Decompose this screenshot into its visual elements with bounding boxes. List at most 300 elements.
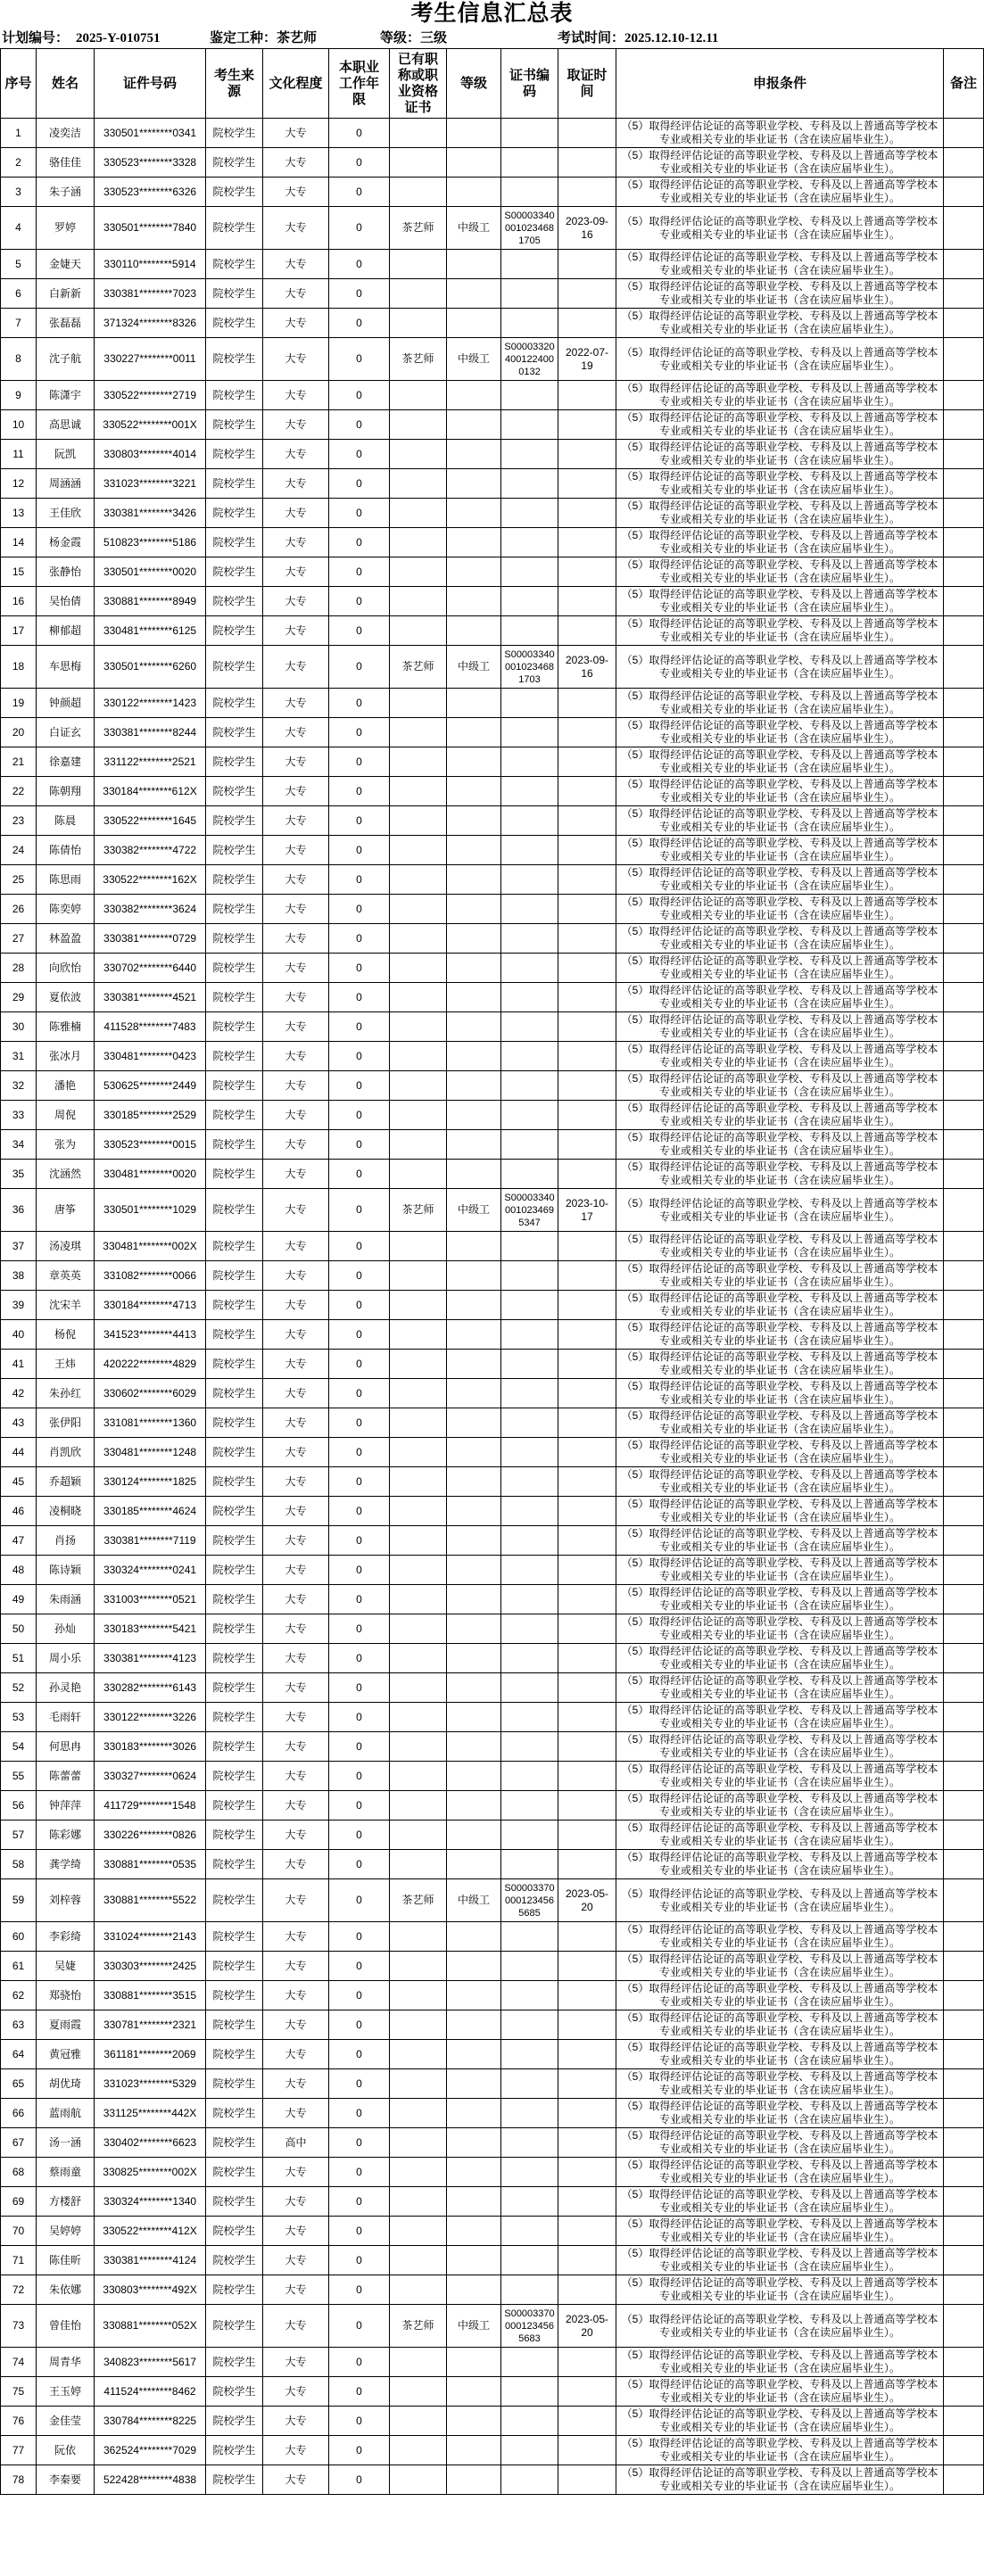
cell-id-number (95, 2348, 206, 2377)
cell-level (447, 1791, 501, 1821)
header-education (263, 49, 329, 119)
cell-remarks (944, 528, 984, 557)
cell-level (447, 2217, 501, 2246)
cell-id-number (95, 865, 206, 895)
cell-source (206, 2128, 263, 2158)
cell-name-text: 周涵涵 (48, 476, 81, 490)
cell-index-text: 59 (12, 1894, 25, 1906)
cell-name (37, 1703, 95, 1732)
cell-index-text: 4 (15, 221, 21, 234)
cell-source (206, 469, 263, 499)
cell-level (447, 1497, 501, 1526)
cell-id-number (95, 2407, 206, 2436)
cell-name (37, 747, 95, 777)
cell-source-text: 院校学生 (212, 1680, 256, 1694)
table-row (1, 250, 984, 279)
cell-source-text: 院校学生 (212, 2018, 256, 2031)
cell-education-text: 大专 (285, 1268, 307, 1282)
cell-index-text: 35 (12, 1167, 25, 1180)
table-row (1, 119, 984, 148)
cell-cert-code (501, 338, 558, 381)
cell-name (37, 1012, 95, 1042)
cell-source-text: 院校学生 (212, 1474, 256, 1488)
table-row (1, 1232, 984, 1261)
cell-cert-code (501, 2217, 558, 2246)
cell-index (1, 616, 37, 646)
cell-certificate (390, 983, 447, 1012)
cell-conditions-text: （5）取得经评估论证的高等职业学校、专科及以上普通高等学校本专业或相关专业的毕业证书（含在读应届毕业生）。 (621, 2378, 939, 2404)
cell-conditions (616, 1644, 944, 1673)
cell-id-number (95, 2305, 206, 2348)
cell-education-text: 大专 (285, 1445, 307, 1458)
cell-index (1, 747, 37, 777)
cell-source-text: 院校学生 (212, 1298, 256, 1311)
cell-index-text: 38 (12, 1268, 25, 1282)
table-row (1, 865, 984, 895)
header-row (1, 49, 984, 119)
cell-education (263, 1497, 329, 1526)
cell-remarks (944, 1585, 984, 1614)
cell-index-text: 22 (12, 784, 25, 797)
cell-remarks (944, 865, 984, 895)
cell-source (206, 1042, 263, 1071)
cell-conditions-text: （5）取得经评估论证的高等职业学校、专科及以上普通高等学校本专业或相关专业的毕业证书（含在读应届毕业生）。 (621, 500, 939, 525)
cell-certificate (390, 1762, 447, 1791)
cell-conditions (616, 1821, 944, 1850)
cell-name (37, 1497, 95, 1526)
cell-level (447, 1261, 501, 1291)
cell-work-years-text: 0 (356, 1828, 362, 1841)
cell-cert-date (558, 616, 616, 646)
cell-id-number-text: 330381********0729 (103, 931, 197, 945)
cell-remarks (944, 1850, 984, 1879)
cell-cert-date (558, 1160, 616, 1189)
cell-remarks (944, 924, 984, 954)
cell-name (37, 2436, 95, 2465)
header-id-number-text: 证件号码 (122, 75, 177, 91)
cell-source (206, 1821, 263, 1850)
cell-certificate (390, 1467, 447, 1497)
cell-name-text: 朱雨涵 (48, 1592, 81, 1606)
cell-name (37, 469, 95, 499)
cell-id-number (95, 983, 206, 1012)
cell-cert-code (501, 410, 558, 440)
cell-index (1, 1408, 37, 1438)
cell-source (206, 2407, 263, 2436)
cell-source-text: 院校学生 (212, 2047, 256, 2060)
cell-source-text: 院校学生 (212, 1988, 256, 2002)
cell-id-number-text: 420222********4829 (103, 1357, 197, 1370)
cell-work-years (329, 1922, 390, 1952)
cell-cert-date (558, 806, 616, 836)
cell-id-number (95, 1556, 206, 1585)
cell-conditions-text: （5）取得经评估论证的高等职业学校、专科及以上普通高等学校本专业或相关专业的毕业证书（含在读应届毕业生）。 (621, 411, 939, 437)
cell-work-years (329, 806, 390, 836)
cell-index-text: 65 (12, 2076, 25, 2090)
cell-level (447, 747, 501, 777)
cell-source-text: 院校学生 (212, 931, 256, 945)
cell-cert-code (501, 2436, 558, 2465)
cell-source-text: 院校学生 (212, 1357, 256, 1370)
cell-work-years (329, 1467, 390, 1497)
cell-education (263, 1408, 329, 1438)
cell-certificate (390, 499, 447, 528)
cell-work-years (329, 836, 390, 865)
cell-cert-code (501, 1379, 558, 1408)
cell-index-text: 6 (15, 286, 21, 300)
cell-name (37, 2407, 95, 2436)
cell-remarks (944, 777, 984, 806)
cell-id-number (95, 148, 206, 178)
cell-education-text: 大专 (285, 1239, 307, 1252)
cell-work-years-text: 0 (356, 2414, 362, 2427)
cell-cert-date (558, 924, 616, 954)
cell-source-text: 院校学生 (212, 506, 256, 519)
cell-work-years-text: 0 (356, 1416, 362, 1429)
cell-work-years (329, 865, 390, 895)
cell-id-number (95, 1012, 206, 1042)
cell-work-years-text: 0 (356, 990, 362, 1003)
cell-cert-code (501, 381, 558, 410)
cell-name (37, 1526, 95, 1556)
cell-source-text: 院校学生 (212, 2443, 256, 2456)
cell-index-text: 23 (12, 813, 25, 827)
cell-cert-date (558, 2010, 616, 2040)
header-id-number (95, 49, 206, 119)
cell-conditions-text: （5）取得经评估论证的高等职业学校、专科及以上普通高等学校本专业或相关专业的毕业证书（含在读应届毕业生）。 (621, 1498, 939, 1523)
cell-index-text: 2 (15, 155, 21, 169)
cell-name-text: 吴婕 (54, 1959, 76, 1972)
cell-certificate (390, 1673, 447, 1703)
cell-work-years-text: 0 (356, 1239, 362, 1252)
cell-work-years (329, 1130, 390, 1160)
cell-conditions (616, 1189, 944, 1232)
cell-cert-code (501, 557, 558, 587)
cell-name (37, 777, 95, 806)
cell-name-text: 陈奕婷 (48, 902, 81, 915)
cell-certificate (390, 836, 447, 865)
cell-level (447, 338, 501, 381)
cell-id-number-text: 330881********3515 (103, 1988, 197, 2002)
cell-remarks (944, 1526, 984, 1556)
cell-cert-date (558, 499, 616, 528)
cell-remarks (944, 1320, 984, 1350)
cell-level (447, 2158, 501, 2187)
cell-index (1, 2187, 37, 2217)
cell-certificate (390, 2465, 447, 2495)
cell-source-text: 院校学生 (212, 1798, 256, 1812)
cell-level (447, 1101, 501, 1130)
cell-conditions (616, 1614, 944, 1644)
table-row (1, 983, 984, 1012)
cell-conditions-text: （5）取得经评估论证的高等职业学校、专科及以上普通高等学校本专业或相关专业的毕业证书（含在读应届毕业生）。 (621, 1196, 939, 1223)
cell-source-text: 院校学生 (212, 388, 256, 401)
cell-index (1, 1821, 37, 1850)
cell-source (206, 1012, 263, 1042)
cell-index-text: 71 (12, 2253, 25, 2266)
cell-work-years (329, 1160, 390, 1189)
cell-index (1, 2128, 37, 2158)
cell-education (263, 2407, 329, 2436)
cell-education-text: 大专 (285, 2253, 307, 2266)
cell-source (206, 279, 263, 309)
cell-id-number (95, 1673, 206, 1703)
cell-level (447, 2465, 501, 2495)
cell-education (263, 207, 329, 250)
cell-work-years-text: 0 (356, 1680, 362, 1694)
cell-certificate (390, 2407, 447, 2436)
cell-index (1, 2099, 37, 2128)
cell-conditions-text: （5）取得经评估论证的高等职业学校、专科及以上普通高等学校本专业或相关专业的毕业证书（含在读应届毕业生）。 (621, 382, 939, 408)
cell-cert-date (558, 2246, 616, 2275)
cell-level-text: 中级工 (457, 352, 490, 365)
cell-level (447, 2040, 501, 2069)
cell-education-text: 大专 (285, 126, 307, 139)
cell-source-text: 院校学生 (212, 286, 256, 300)
cell-source-text: 院校学生 (212, 1416, 256, 1429)
cell-id-number (95, 1703, 206, 1732)
cell-name (37, 836, 95, 865)
cell-remarks (944, 983, 984, 1012)
cell-index-text: 68 (12, 2165, 25, 2178)
cell-work-years (329, 1952, 390, 1981)
cell-level (447, 1922, 501, 1952)
cell-name-text: 陈潇宇 (48, 388, 81, 401)
cell-cert-date (558, 1879, 616, 1922)
cell-conditions (616, 616, 944, 646)
cell-level (447, 178, 501, 207)
cell-level (447, 1644, 501, 1673)
cell-work-years (329, 1350, 390, 1379)
cell-work-years-text: 0 (356, 1445, 362, 1458)
cell-id-number (95, 1189, 206, 1232)
cell-name (37, 1952, 95, 1981)
cell-id-number-text: 330183********3026 (103, 1739, 197, 1753)
cell-name (37, 954, 95, 983)
cell-source (206, 309, 263, 338)
cell-remarks (944, 1614, 984, 1644)
cell-education (263, 718, 329, 747)
cell-education (263, 410, 329, 440)
cell-remarks (944, 1952, 984, 1981)
cell-cert-code (501, 1821, 558, 1850)
cell-source (206, 1189, 263, 1232)
table-row (1, 718, 984, 747)
table-row (1, 1644, 984, 1673)
cell-id-number (95, 718, 206, 747)
cell-cert-code (501, 718, 558, 747)
cell-cert-date (558, 1556, 616, 1585)
cell-remarks (944, 119, 984, 148)
cell-education (263, 1438, 329, 1467)
table-row (1, 1101, 984, 1130)
cell-certificate (390, 207, 447, 250)
cell-education (263, 1350, 329, 1379)
cell-conditions (616, 1012, 944, 1042)
cell-source-text: 院校学生 (212, 902, 256, 915)
cell-work-years-text: 0 (356, 352, 362, 365)
cell-conditions-text: （5）取得经评估论证的高等职业学校、专科及以上普通高等学校本专业或相关专业的毕业证书（含在读应届毕业生）。 (621, 1292, 939, 1317)
cell-name-text: 蓝雨航 (48, 2106, 81, 2119)
cell-level-text: 中级工 (457, 660, 490, 673)
cell-id-number-text: 330183********5421 (103, 1622, 197, 1635)
cell-certificate (390, 1821, 447, 1850)
cell-cert-date (558, 1497, 616, 1526)
cell-cert-date (558, 1042, 616, 1071)
cell-index-text: 8 (15, 352, 21, 365)
cell-source-text: 院校学生 (212, 784, 256, 797)
cell-conditions-text: （5）取得经评估论证的高等职业学校、专科及以上普通高等学校本专业或相关专业的毕业证书（含在读应届毕业生）。 (621, 529, 939, 555)
cell-name (37, 1071, 95, 1101)
cell-conditions-text: （5）取得经评估论证的高等职业学校、专科及以上普通高等学校本专业或相关专业的毕业证书（含在读应届毕业生）。 (621, 896, 939, 921)
cell-name (37, 1644, 95, 1673)
cell-name-text: 龚学绮 (48, 1857, 81, 1870)
cell-source-text: 院校学生 (212, 1078, 256, 1092)
cell-index (1, 119, 37, 148)
cell-source-text: 院校学生 (212, 2224, 256, 2237)
cell-cert-date (558, 207, 616, 250)
cell-index-text: 33 (12, 1108, 25, 1121)
table-row (1, 1526, 984, 1556)
cell-id-number-text: 330185********2529 (103, 1108, 197, 1121)
cell-name-text: 汤一涵 (48, 2135, 81, 2149)
cell-cert-code (501, 777, 558, 806)
cell-id-number-text: 330501********6260 (103, 660, 197, 673)
cell-name-text: 阮凯 (54, 447, 76, 460)
cell-education-text: 大专 (285, 1137, 307, 1151)
cell-index-text: 62 (12, 1988, 25, 2002)
cell-certificate-text: 茶艺师 (401, 1894, 434, 1906)
cell-certificate (390, 777, 447, 806)
cell-name-text: 金佳莹 (48, 2414, 81, 2427)
cell-index (1, 2275, 37, 2305)
cell-name-text: 沈宋羊 (48, 1298, 81, 1311)
cell-cert-date (558, 1850, 616, 1879)
cell-work-years (329, 440, 390, 469)
table-row (1, 1467, 984, 1497)
cell-id-number (95, 1791, 206, 1821)
cell-certificate (390, 1556, 447, 1585)
cell-work-years (329, 207, 390, 250)
cell-cert-date-text: 2022-07-19 (565, 345, 609, 372)
cell-certificate-text: 茶艺师 (401, 2319, 434, 2332)
cell-id-number (95, 1585, 206, 1614)
table-row (1, 1130, 984, 1160)
cell-source (206, 1160, 263, 1189)
cell-id-number (95, 440, 206, 469)
cell-index-text: 12 (12, 476, 25, 490)
cell-cert-date (558, 1320, 616, 1350)
cell-name-text: 杨倪 (54, 1327, 76, 1341)
cell-cert-date (558, 2069, 616, 2099)
cell-id-number-text: 330481********0423 (103, 1049, 197, 1062)
cell-index-text: 54 (12, 1739, 25, 1753)
cell-conditions (616, 1408, 944, 1438)
cell-name (37, 381, 95, 410)
cell-level (447, 207, 501, 250)
cell-id-number-text: 330381********4124 (103, 2253, 197, 2266)
cell-cert-code (501, 2187, 558, 2217)
cell-remarks (944, 1732, 984, 1762)
cell-education-text: 大专 (285, 388, 307, 401)
cell-cert-code (501, 895, 558, 924)
table-row (1, 1291, 984, 1320)
cell-work-years (329, 1320, 390, 1350)
cell-level (447, 1232, 501, 1261)
cell-source-text: 院校学生 (212, 1959, 256, 1972)
cell-work-years-text: 0 (356, 535, 362, 549)
cell-source (206, 954, 263, 983)
cell-cert-code (501, 207, 558, 250)
cell-conditions-text: （5）取得经评估论证的高等职业学校、专科及以上普通高等学校本专业或相关专业的毕业证书（含在读应届毕业生）。 (621, 925, 939, 951)
cell-education (263, 1160, 329, 1189)
cell-conditions (616, 2010, 944, 2040)
cell-work-years-text: 0 (356, 843, 362, 856)
cell-level (447, 557, 501, 587)
cell-education-text: 大专 (285, 1592, 307, 1606)
cell-cert-code (501, 1101, 558, 1130)
cell-certificate (390, 381, 447, 410)
cell-conditions-text: （5）取得经评估论证的高等职业学校、专科及以上普通高等学校本专业或相关专业的毕业证书（含在读应届毕业生）。 (621, 719, 939, 745)
cell-certificate-text: 茶艺师 (401, 660, 434, 673)
cell-source (206, 1497, 263, 1526)
cell-name (37, 806, 95, 836)
cell-education (263, 1071, 329, 1101)
table-row (1, 1160, 984, 1189)
cell-conditions-text: （5）取得经评估论证的高等职业学校、专科及以上普通高等学校本专业或相关专业的毕业证书（含在读应届毕业生）。 (621, 2276, 939, 2302)
cell-index-text: 58 (12, 1857, 25, 1870)
cell-work-years (329, 1071, 390, 1101)
cell-id-number-text: 330481********002X (103, 1239, 197, 1252)
cell-cert-code (501, 2407, 558, 2436)
table-row (1, 2158, 984, 2187)
cell-education-text: 大专 (285, 1298, 307, 1311)
table-row (1, 1189, 984, 1232)
cell-source-text: 院校学生 (212, 1167, 256, 1180)
cell-source (206, 983, 263, 1012)
cell-conditions (616, 983, 944, 1012)
cell-work-years (329, 1673, 390, 1703)
cell-name-text: 白新新 (48, 286, 81, 300)
cell-remarks (944, 2246, 984, 2275)
cell-education (263, 2348, 329, 2377)
cell-index (1, 309, 37, 338)
cell-id-number (95, 2465, 206, 2495)
header-name-text: 姓名 (51, 75, 79, 91)
cell-work-years (329, 1762, 390, 1791)
cell-education (263, 1467, 329, 1497)
cell-index (1, 2465, 37, 2495)
cell-id-number (95, 2010, 206, 2040)
cell-cert-date-text: 2023-10-17 (565, 1196, 609, 1223)
cell-index-text: 73 (12, 2319, 25, 2332)
cell-name (37, 718, 95, 747)
cell-work-years (329, 1585, 390, 1614)
cell-source-text: 院校学生 (212, 1203, 256, 1216)
job-type-label: 鉴定工种： (210, 31, 277, 45)
cell-certificate (390, 865, 447, 895)
cell-level-text: 中级工 (457, 2319, 490, 2332)
cell-id-number-text: 362524********7029 (103, 2443, 197, 2456)
cell-conditions-text: （5）取得经评估论证的高等职业学校、专科及以上普通高等学校本专业或相关专业的毕业证书（含在读应届毕业生）。 (621, 280, 939, 306)
cell-name (37, 338, 95, 381)
cell-level (447, 1467, 501, 1497)
cell-level (447, 1585, 501, 1614)
cell-remarks (944, 1071, 984, 1101)
cell-id-number-text: 330702********6440 (103, 961, 197, 974)
cell-conditions-text: （5）取得经评估论证的高等职业学校、专科及以上普通高等学校本专业或相关专业的毕业证书（含在读应届毕业生）。 (621, 1586, 939, 1612)
cell-index-text: 66 (12, 2106, 25, 2119)
